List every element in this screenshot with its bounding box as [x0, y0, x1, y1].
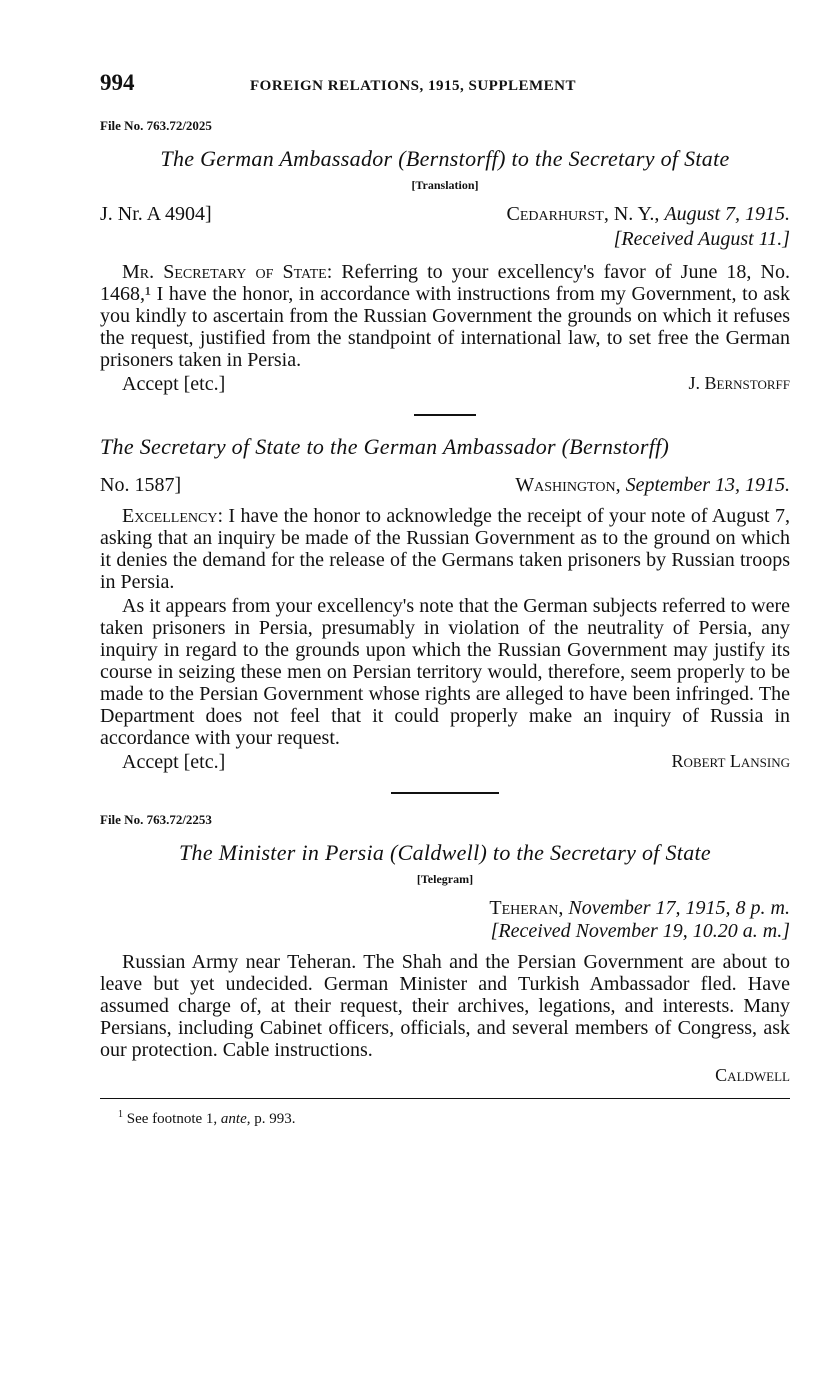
telegram-body: Russian Army near Teheran. The Shah and the Persian Government are about to leave but yet undecided. German Minister and Turkish Ambassador fled. Have assumed charge of, at their request, their archives, legations, and interests. Many Persians, including Cabinet officers, officials, and several members of Congress, ask our protection. Cable instructions.: [100, 951, 790, 1061]
running-head: [100, 70, 790, 104]
file-number: File No. 763.72/2025: [100, 118, 212, 133]
telegram-note: [Telegram]: [416, 872, 474, 886]
dateline: [100, 474, 790, 497]
place-date: Washington, September 13, 1915.: [515, 474, 790, 496]
footnote-marker: 1: [118, 1109, 123, 1120]
closing: Accept [etc.]: [122, 751, 226, 773]
closing-line: [100, 373, 790, 396]
signature: Caldwell: [715, 1065, 790, 1085]
letter-body: [100, 261, 790, 371]
date: August 7, 1915.: [664, 203, 790, 225]
translation-note: [Translation]: [411, 178, 479, 192]
reference-number: J. Nr. A 4904]: [100, 203, 212, 225]
file-number: File No. 763.72/2253: [100, 812, 212, 827]
footnote-ante: ante: [220, 1111, 247, 1127]
letter-body: [100, 505, 790, 593]
closing-line: [100, 751, 790, 774]
document-page: [100, 70, 790, 1128]
document-title: The Minister in Persia (Caldwell) to the Secretary of State: [179, 840, 711, 865]
salutation: Excellency: [122, 505, 218, 527]
place: Teheran: [489, 897, 559, 919]
running-title: FOREIGN RELATIONS, 1915, SUPPLEMENT: [250, 78, 577, 94]
document-title: The Secretary of State to the German Ambassador (Bernstorff): [100, 434, 670, 459]
place-date: Teheran, November 17, 1915, 8 p. m.: [489, 897, 790, 919]
letter-body-paragraph: As it appears from your excellency's note that the German subjects referred to were taken prisoners in Persia, presumably in violation of the neutrality of Persia, any inquiry in regard to the grounds upon which the Russian Government may justify its course in seizing these men on Persian territory would, therefore, seem properly to be made to the Persian Government whose rights are alleged to have been infringed. The Department does not feel that it could properly make an inquiry of Russia in accordance with your request.: [100, 595, 790, 749]
section-divider: [391, 792, 499, 794]
footnote-text-end: , p. 993.: [246, 1111, 296, 1127]
signature: J. Bernstorff: [688, 373, 790, 393]
footnote-text: See footnote 1,: [123, 1111, 221, 1127]
received-note: [Received November 19, 10.20 a. m.]: [490, 920, 790, 942]
body-text: : I have the honor to acknowledge the receipt of your note of August 7, asking that an inquiry be made of the Russian Government as to the ground on which it denies the demand for the release of the Germans taken prisoners by Russian troops in Persia.: [100, 505, 790, 593]
section-divider: [414, 414, 476, 416]
salutation: Mr. Secretary of State: [122, 261, 327, 283]
document-title: The German Ambassador (Bernstorff) to the Secretary of State: [160, 146, 730, 171]
state: , N. Y.,: [603, 203, 665, 225]
dateline: [100, 203, 790, 226]
page-number: 994: [100, 70, 135, 95]
dateline: [100, 897, 790, 943]
date: November 17, 1915, 8 p. m.: [568, 897, 790, 919]
closing: Accept [etc.]: [122, 373, 226, 395]
place: Washington: [515, 474, 616, 496]
received-note: [Received August 11.]: [613, 228, 790, 250]
date: September 13, 1915.: [625, 474, 790, 496]
place: Cedarhurst: [506, 203, 604, 225]
signature: Robert Lansing: [671, 751, 790, 771]
footnote-divider: [100, 1098, 790, 1099]
footnote: [100, 1109, 790, 1128]
body-text: : Referring to your excellency's favor of June 18, No. 1468,¹ I have the honor, in accordance with instructions from my Government, to ask you kindly to ascertain from the Russian Government the grounds on which it refuses the request, justified from the standpoint of international law, to set free the German prisoners taken in Persia.: [100, 261, 790, 371]
place-date: [507, 203, 791, 226]
reference-number: No. 1587]: [100, 474, 182, 496]
